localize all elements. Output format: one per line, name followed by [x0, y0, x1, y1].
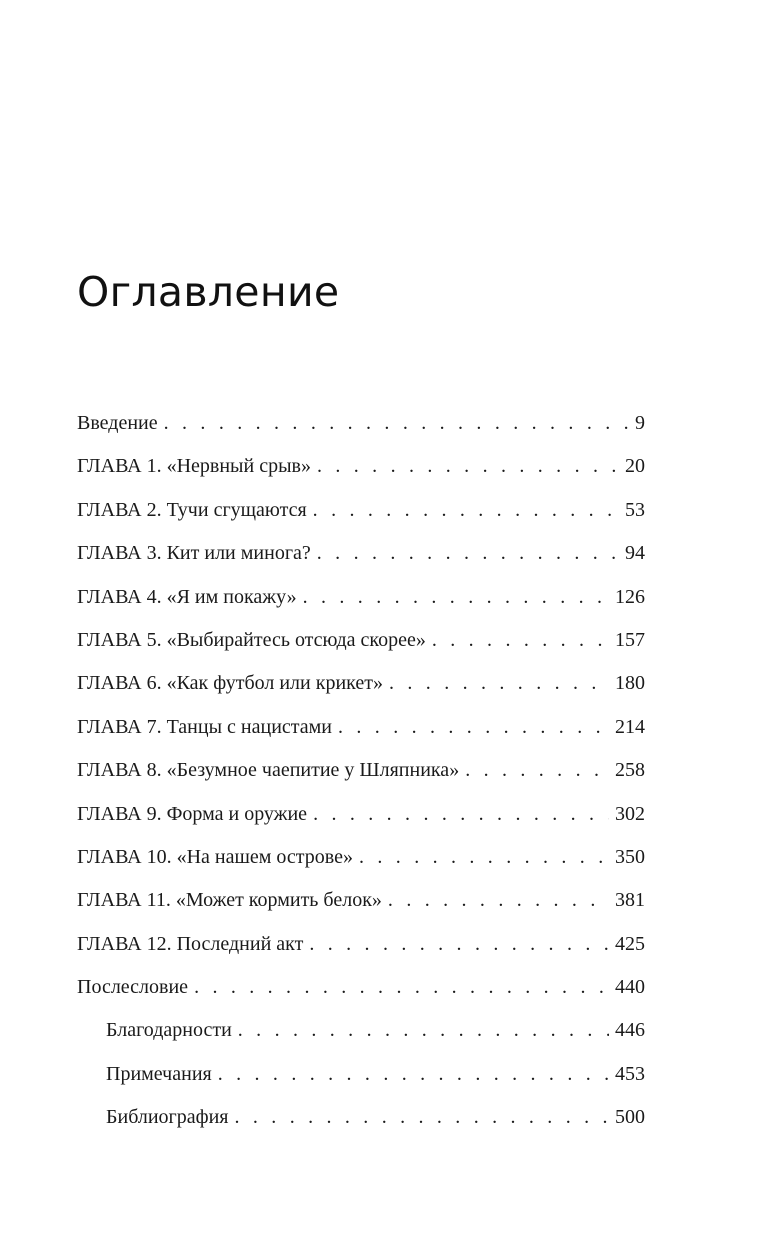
toc-page-number: 446	[615, 1019, 645, 1042]
toc-entry-chapter-10[interactable]	[77, 836, 645, 879]
toc-dot-leader	[432, 619, 609, 662]
toc-entry-label: Благодарности	[106, 1009, 238, 1052]
toc-entry-label: ГЛАВА 12. Последний акт	[77, 923, 309, 966]
toc-page-number: 453	[615, 1062, 645, 1085]
toc-entry-label: ГЛАВА 10. «На нашем острове»	[77, 836, 359, 879]
toc-dot-leader	[309, 923, 609, 966]
toc-dot-leader	[194, 966, 609, 1009]
toc-entry-chapter-3[interactable]	[77, 532, 645, 575]
toc-entry-label: ГЛАВА 7. Танцы с нацистами	[77, 706, 338, 749]
toc-page-number: 53	[625, 498, 645, 521]
toc-entry-label: ГЛАВА 2. Тучи сгущаются	[77, 489, 313, 532]
page-title: Оглавление	[77, 268, 340, 316]
toc-entry-label: Примечания	[106, 1053, 218, 1096]
toc-dot-leader	[465, 749, 609, 792]
toc-entry-chapter-1[interactable]	[77, 445, 645, 488]
toc-dot-leader	[313, 489, 619, 532]
toc-entry-label: ГЛАВА 9. Форма и оружие	[77, 793, 313, 836]
toc-entry-introduction[interactable]	[77, 402, 645, 445]
toc-entry-label: ГЛАВА 5. «Выбирайтесь отсюда скорее»	[77, 619, 432, 662]
toc-entry-label: ГЛАВА 1. «Нервный срыв»	[77, 445, 317, 488]
toc-page-number: 302	[615, 802, 645, 825]
toc-dot-leader	[389, 662, 609, 705]
toc-entry-afterword[interactable]	[77, 966, 645, 1009]
toc-page-number: 9	[635, 412, 645, 434]
toc-entry-label: Введение	[77, 402, 164, 445]
toc-dot-leader	[317, 532, 619, 575]
toc-entry-chapter-6[interactable]	[77, 662, 645, 705]
toc-entry-label: ГЛАВА 4. «Я им покажу»	[77, 576, 303, 619]
toc-page-number: 157	[615, 628, 645, 651]
toc-page-number: 425	[615, 932, 645, 955]
toc-entry-chapter-11[interactable]	[77, 879, 645, 922]
toc-dot-leader	[317, 445, 619, 488]
toc-entry-chapter-7[interactable]	[77, 706, 645, 749]
toc-dot-leader	[238, 1009, 609, 1052]
toc-page-number: 20	[625, 455, 645, 478]
toc-dot-leader	[359, 836, 609, 879]
toc-entry-label: ГЛАВА 6. «Как футбол или крикет»	[77, 662, 389, 705]
toc-entry-chapter-4[interactable]	[77, 576, 645, 619]
toc-page-number: 440	[615, 976, 645, 999]
toc-entry-chapter-8[interactable]	[77, 749, 645, 792]
toc-page-number: 350	[615, 845, 645, 868]
toc-page-number: 94	[625, 542, 645, 565]
toc-dot-leader	[338, 706, 609, 749]
toc-page-number: 500	[615, 1106, 645, 1129]
toc-entry-bibliography[interactable]	[77, 1096, 645, 1139]
table-of-contents	[77, 402, 645, 1140]
toc-entry-chapter-2[interactable]	[77, 489, 645, 532]
toc-page-number: 126	[615, 585, 645, 608]
toc-dot-leader	[303, 576, 609, 619]
toc-entry-chapter-12[interactable]	[77, 923, 645, 966]
toc-entry-label: Библиография	[106, 1096, 235, 1139]
toc-page-number: 214	[615, 715, 645, 738]
toc-dot-leader	[388, 879, 609, 922]
toc-dot-leader	[235, 1096, 610, 1139]
toc-entry-label: Послесловие	[77, 966, 194, 1009]
toc-entry-chapter-9[interactable]	[77, 793, 645, 836]
toc-page-number: 258	[615, 759, 645, 782]
toc-page-number: 180	[615, 672, 645, 695]
toc-dot-leader	[218, 1053, 609, 1096]
toc-page-number: 381	[615, 889, 645, 912]
toc-dot-leader	[313, 793, 609, 836]
toc-entry-label: ГЛАВА 3. Кит или минога?	[77, 532, 317, 575]
toc-dot-leader	[164, 402, 629, 445]
toc-entry-notes[interactable]	[77, 1053, 645, 1096]
toc-entry-label: ГЛАВА 8. «Безумное чаепитие у Шляпника»	[77, 749, 465, 792]
toc-entry-acknowledgements[interactable]	[77, 1009, 645, 1052]
toc-entry-label: ГЛАВА 11. «Может кормить белок»	[77, 879, 388, 922]
toc-entry-chapter-5[interactable]	[77, 619, 645, 662]
